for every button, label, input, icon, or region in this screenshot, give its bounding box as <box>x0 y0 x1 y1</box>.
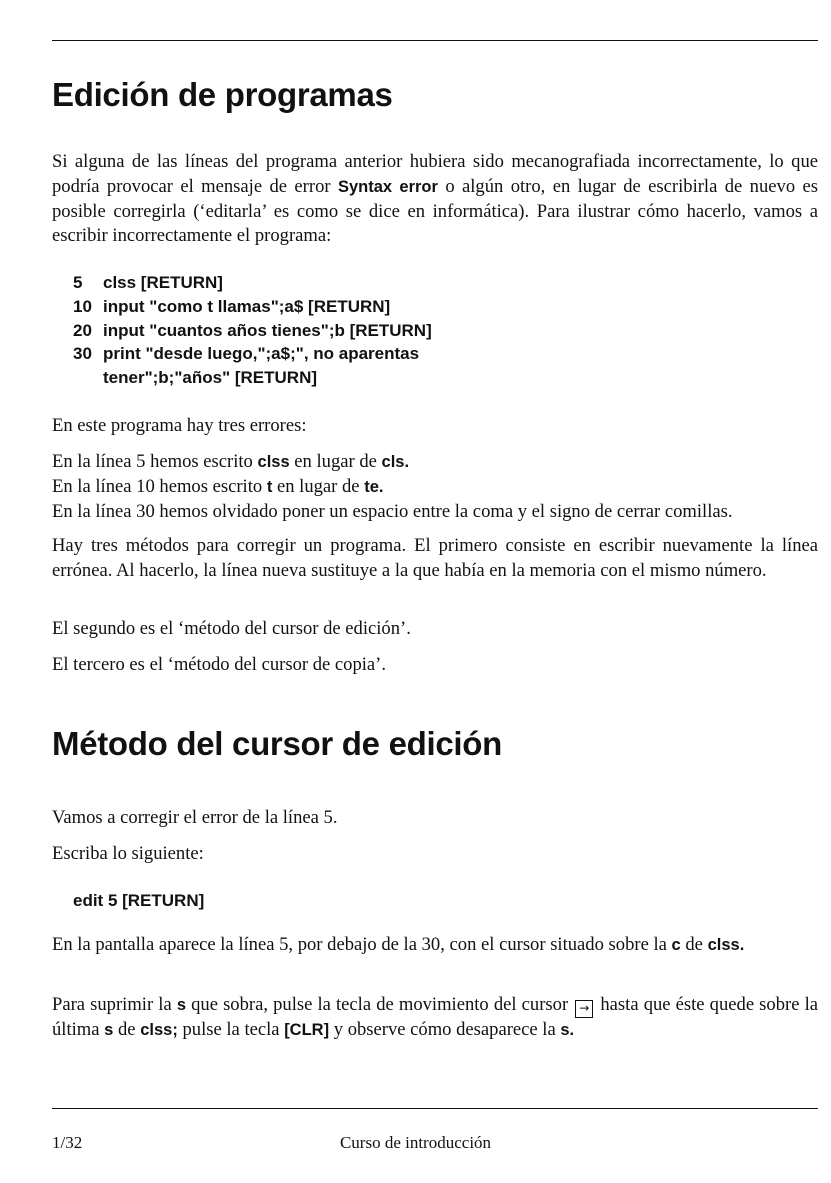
top-rule <box>52 40 818 41</box>
paragraph-line5: Vamos a corregir el error de la línea 5. <box>52 807 338 828</box>
edit-command: edit 5 [RETURN] <box>73 891 205 910</box>
code-line: 5 clss [RETURN] <box>73 273 223 292</box>
code-line: 20 input "cuantos años tienes";b [RETURN] <box>73 320 432 340</box>
syntax-error-term: Syntax error <box>337 177 438 196</box>
code-line-continuation: tener";b;"años" [RETURN] <box>103 368 318 388</box>
intro-paragraph: Si alguna de las líneas del programa anterior hubiera sido mecanografiada incorrectamente, lo que podría provocar el mensaje de error Syntax error o algún otro, en lugar de escribirla de nuevo es posible corregirla (‘editarla’ es como se dice en informática). Para ilustrar cómo hacerlo, vamos a escribir incorrectamente el programa: <box>52 151 819 247</box>
errors-list: En la línea 5 hemos escrito clss en lugar de cls. En la línea 10 hemos escrito t en lugar de te. En la línea 30 hemos olvidado poner un espacio entre la coma y el signo de cerrar comillas. <box>52 451 733 522</box>
code-line: 10 input "como t llamas";a$ [RETURN] <box>73 296 391 316</box>
code-listing <box>73 271 432 390</box>
errors-intro: En este programa hay tres errores: <box>52 415 307 436</box>
paragraph-suprimir: Para suprimir la s que sobra, pulse la tecla de movimiento del cursor → hasta que éste quede sobre la última s de clss; pulse la tecla [CLR] y observe cómo desaparece la s. <box>52 994 818 1040</box>
second-method: El segundo es el ‘método del cursor de edición’. <box>52 618 411 639</box>
section-title-cursor-edicion: Método del cursor de edición <box>52 725 502 762</box>
third-method: El tercero es el ‘método del cursor de copia’. <box>52 654 387 675</box>
bottom-rule <box>52 1108 818 1109</box>
paragraph-pantalla: En la pantalla aparece la línea 5, por debajo de la 30, con el cursor situado sobre la c de clss. <box>52 934 745 955</box>
paragraph-escriba: Escriba lo siguiente: <box>52 843 204 864</box>
code-line: 30 print "desde luego,";a$;", no aparentas <box>73 344 420 364</box>
section-title-edicion: Edición de programas <box>52 76 393 113</box>
footer-title: Curso de introducción <box>339 1133 492 1152</box>
arrow-right-icon: → <box>575 1000 593 1018</box>
page-number: 1/32 <box>52 1133 83 1152</box>
methods-paragraph: Hay tres métodos para corregir un programa. El primero consiste en escribir nuevamente la línea errónea. Al hacerlo, la línea nueva sustituye a la que había en la memoria con el mismo número. <box>52 535 818 581</box>
